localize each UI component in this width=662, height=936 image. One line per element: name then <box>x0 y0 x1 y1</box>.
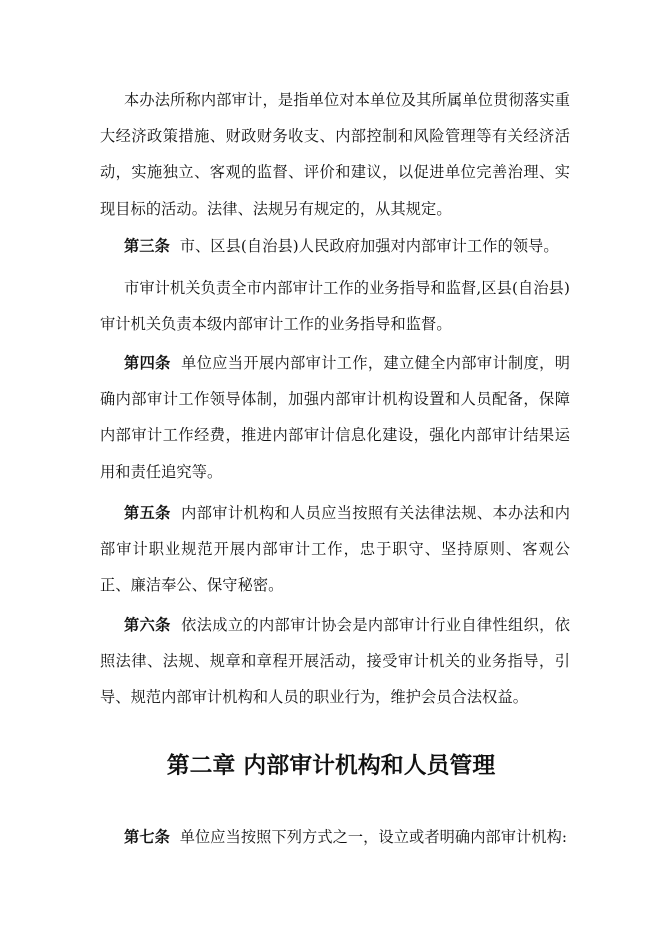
paragraph-article-6 <box>100 607 570 716</box>
paragraph-text: 单位应当开展内部审计工作，建立健全内部审计制度，明确内部审计工作领导体制，加强内部审计机构设置和人员配备，保障内部审计工作经费，推进内部审计信息化建设，强化内部审计结果运用和责任追究等。 <box>100 354 570 481</box>
paragraph-text: 单位应当按照下列方式之一，设立或者明确内部审计机构: <box>179 828 568 846</box>
paragraph-text: 依法成立的内部审计协会是内部审计行业自律性组织，依照法律、法规、规章和章程开展活动，接受审计机关的业务指导，引导、规范内部审计机构和人员的职业行为，维护会员合法权益。 <box>100 616 570 707</box>
paragraph-article-4 <box>100 345 570 490</box>
paragraph-intro <box>100 82 570 227</box>
article-number: 第四条 <box>124 354 171 372</box>
article-number: 第五条 <box>124 504 171 522</box>
article-number: 第七条 <box>124 828 170 846</box>
paragraph-text: 市审计机关负责全市内部审计工作的业务指导和监督,区县(自治县)审计机关负责本级内部审计工作的业务指导和监督。 <box>100 279 570 334</box>
paragraph-article-3 <box>100 228 570 264</box>
paragraph-text: 内部审计机构和人员应当按照有关法律法规、本办法和内部审计职业规范开展内部审计工作，忠于职守、坚持原则、客观公正、廉洁奉公、保守秘密。 <box>100 504 570 595</box>
paragraph-article-7 <box>100 819 570 855</box>
paragraph-article-5 <box>100 495 570 604</box>
paragraph-text: 市、区县(自治县)人民政府加强对内部审计工作的领导。 <box>179 237 559 255</box>
paragraph-text: 本办法所称内部审计，是指单位对本单位及其所属单位贯彻落实重大经济政策措施、财政财务收支、内部控制和风险管理等有关经济活动，实施独立、客观的监督、评价和建议，以促进单位完善治理、实现目标的活动。法律、法规另有规定的，从其规定。 <box>100 91 570 218</box>
article-number: 第六条 <box>124 616 171 634</box>
paragraph-article-3-cont <box>100 270 570 342</box>
chapter-heading: 第二章 内部审计机构和人员管理 <box>166 753 496 779</box>
article-number: 第三条 <box>124 237 170 255</box>
